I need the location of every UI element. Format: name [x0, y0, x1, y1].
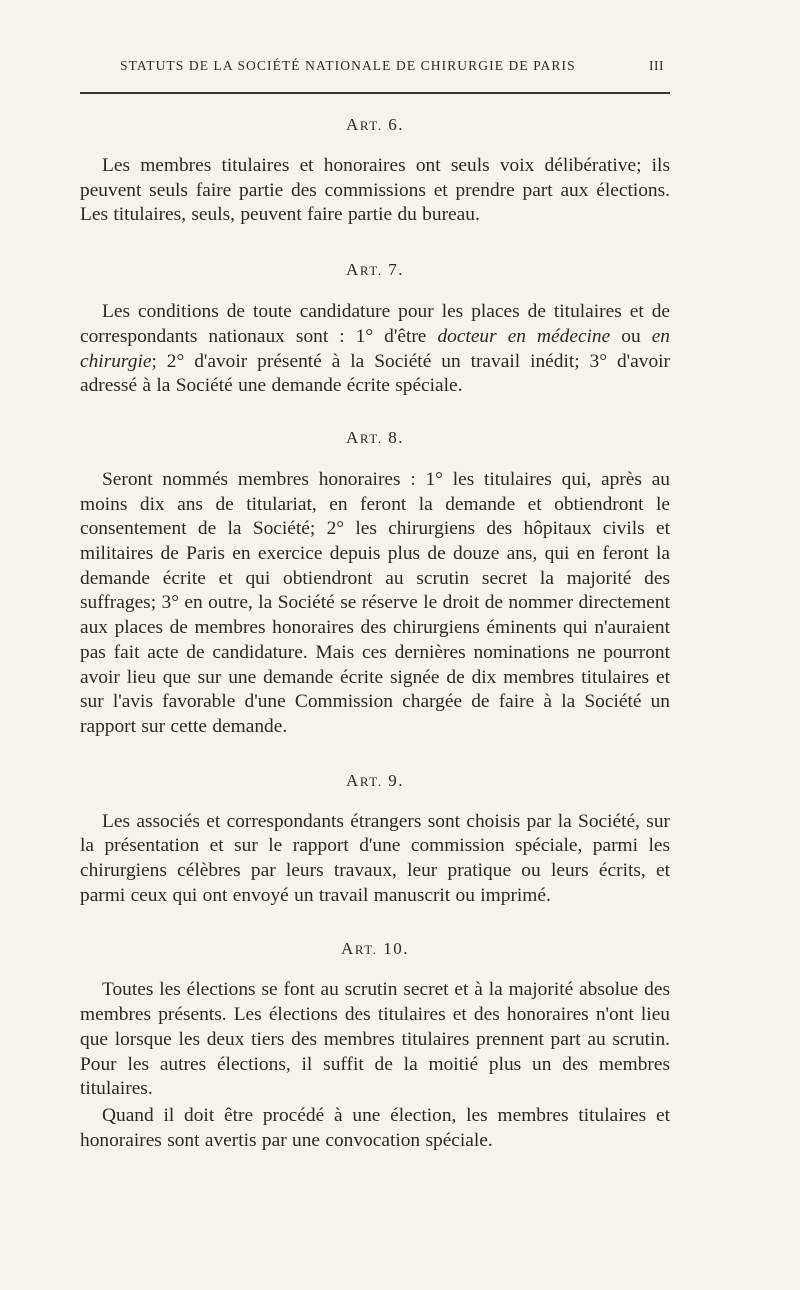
article-heading: ART. 8. [346, 427, 404, 447]
page-number: III [649, 58, 664, 73]
header-rule [80, 92, 670, 94]
article-9 [80, 769, 670, 909]
article-7 [80, 258, 670, 399]
running-head-title: STATUTS DE LA SOCIÉTÉ NATIONALE DE CHIRURGIE DE PARIS [120, 58, 576, 73]
article-heading: ART. 6. [346, 115, 404, 134]
article-paragraph: Les associés et correspondants étrangers sont choisis par la Société, sur la présentation et sur le rapport d'une commission spéciale, parmi les chirurgiens célèbres par leurs travaux, leur pratique ou leurs écrits, et parmi ceux qui ont envoyé un travail manuscrit ou imprimé. [80, 810, 670, 906]
article-paragraph: Seront nommés membres honoraires : 1° les titulaires qui, après au moins dix ans de titulariat, en feront la demande et obtiendront le consentement de la Société; 2° les chirurgiens des hôpitaux civils et militaires de Paris en exercice depuis plus de douze ans, qui en feront la demande écrite et qui obtiendront au scrutin secret la majorité des suffrages; 3° en outre, la Société se réserve le droit de nommer directement aux places de membres honoraires des chirurgiens éminents qui n'auraient pas fait acte de candidature. Mais ces dernières nominations ne pourront avoir lieu que sur une demande écrite signée de dix membres titulaires et sur l'avis favorable d'une Commission chargée de faire à la Société un rapport sur cette demande. [80, 468, 670, 737]
document-page [80, 58, 670, 1153]
italic-phrase: docteur en médecine [437, 325, 611, 347]
article-paragraph: Les membres titulaires et honoraires ont seuls voix délibérative; ils peuvent seuls faire partie des commissions et prendre part aux élections. Les titulaires, seuls, peuvent faire partie du bureau. [80, 155, 670, 226]
article-heading: ART. 10. [341, 939, 409, 959]
running-head [80, 58, 670, 82]
italic-phrase: en chirurgie [80, 325, 671, 372]
article-10 [80, 937, 670, 1153]
article-paragraph: Quand il doit être procédé à une élection, les membres titulaires et honoraires sont avertis par une convocation spéciale. [80, 1104, 670, 1151]
article-paragraph: Toutes les élections se font au scrutin secret et à la majorité absolue des membres présents. Les élections des titulaires et des honoraires n'ont lieu que lorsque les deux tiers des membres titulaires prennent part au scrutin. Pour les autres élections, il suffit de la moitié plus un des membres titulaires. [80, 979, 670, 1100]
article-heading: ART. 7. [346, 260, 404, 280]
article-8 [80, 426, 670, 740]
article-heading: ART. 9. [346, 770, 404, 790]
article-6 [80, 113, 670, 228]
article-paragraph: Les conditions de toute candidature pour les places de titulaires et de correspondants nationaux sont : 1° d'être docteur en médecine ou en chirurgie; 2° d'avoir présenté à la Société un travail inédit; 3° d'avoir adressé à la Société une demande écrite spéciale. [80, 301, 671, 397]
